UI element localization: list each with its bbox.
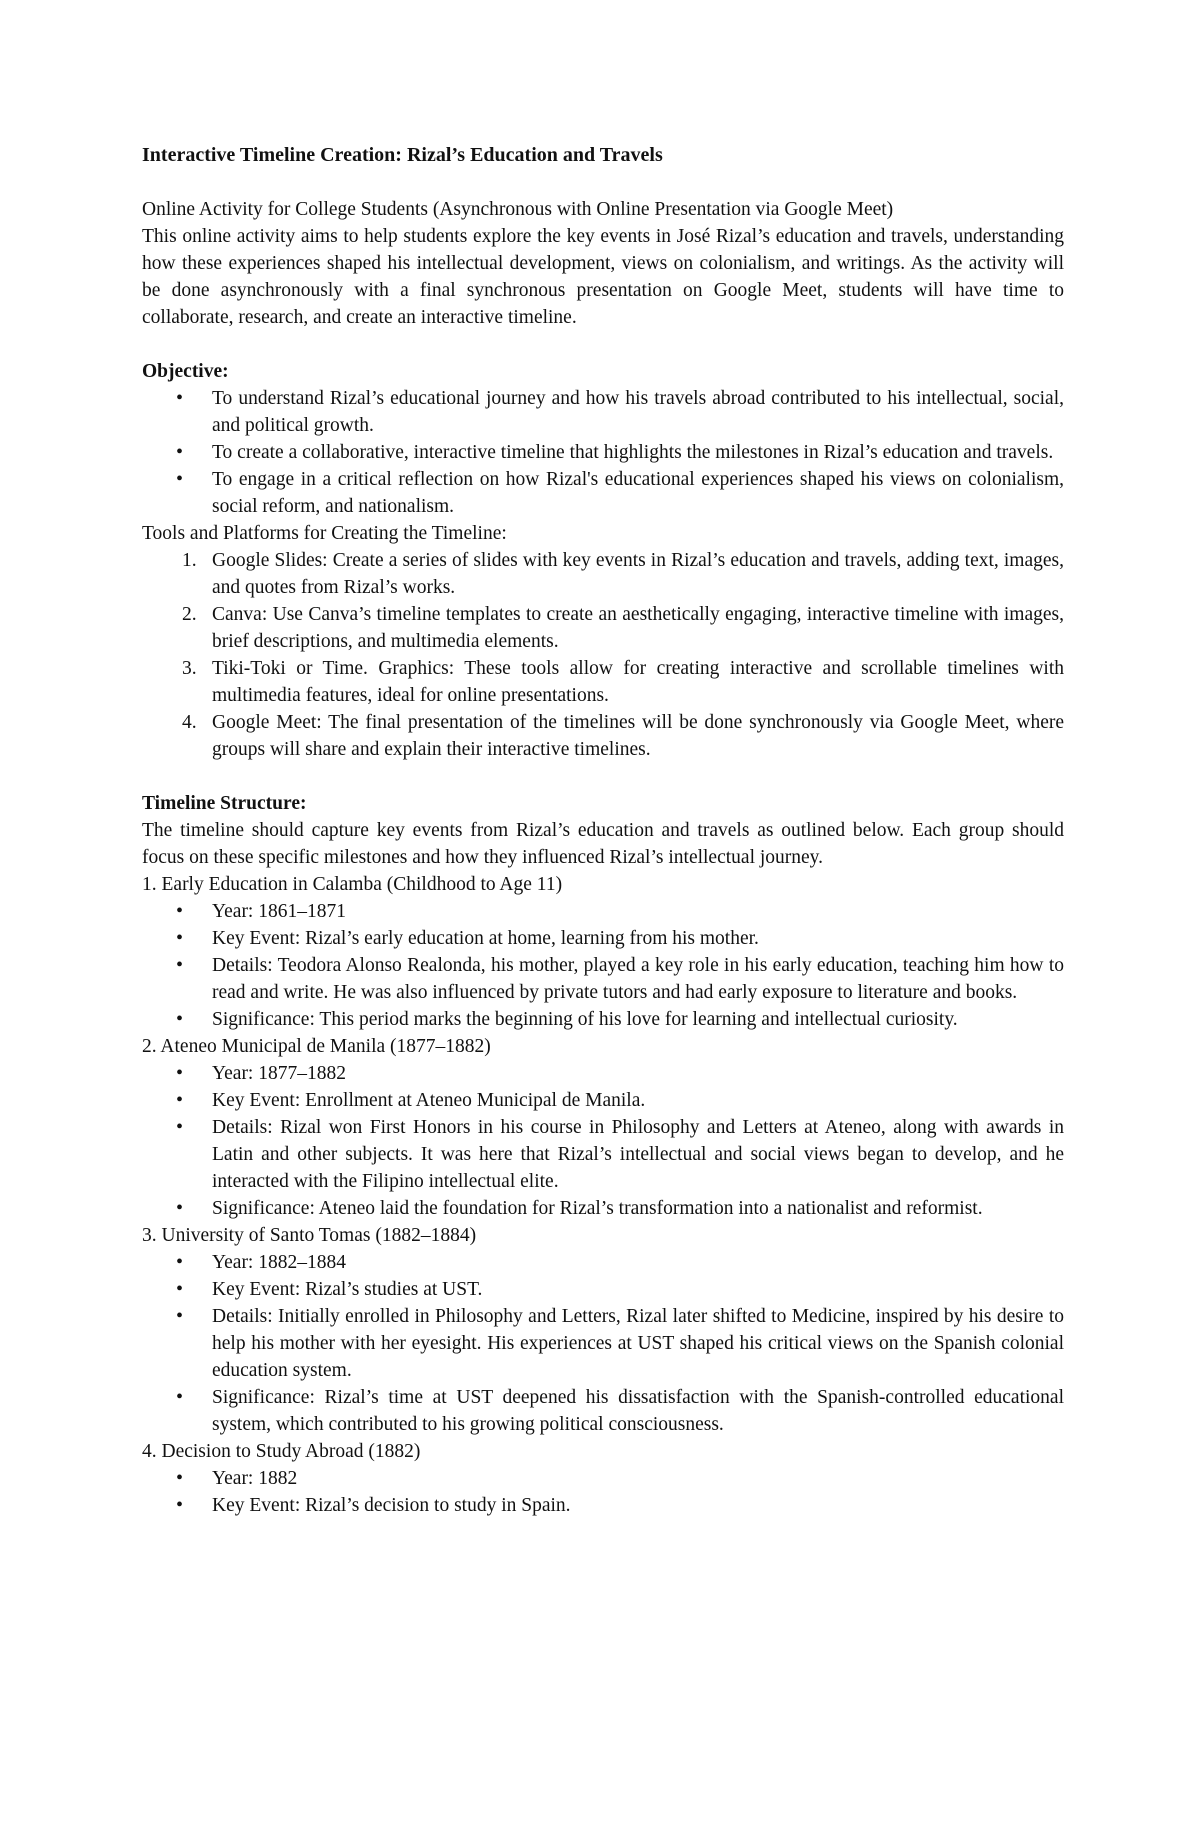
timeline-item: • Details: Initially enrolled in Philosophy and Letters, Rizal later shifted to Medicine, inspired by his desire to help his mother with her eyesight. His experiences at UST shaped his critical views on the Spanish colonial education system.: [212, 1303, 1064, 1384]
tool-item: [182, 601, 1064, 655]
timeline-section-title: 3. University of Santo Tomas (1882–1884): [142, 1225, 477, 1246]
timeline-section-list: [142, 1060, 1064, 1222]
timeline-item: • Details: Teodora Alonso Realonda, his mother, played a key role in his early education, teaching him how to read and write. He was also influenced by private tutors and had early exposure to literature and books.: [212, 952, 1064, 1006]
spacer: [142, 169, 1064, 196]
objective-heading: Objective:: [142, 361, 229, 382]
timeline-item: • Year: 1861–1871: [212, 898, 1064, 925]
timeline-item: • Key Event: Rizal’s studies at UST.: [212, 1276, 1064, 1303]
timeline-intro: The timeline should capture key events from Rizal’s education and travels as outlined below. Each group should focus on these specific milestones and how they influenced Rizal’s intellectual journey.: [142, 820, 1064, 868]
timeline-item: • Significance: Rizal’s time at UST deepened his dissatisfaction with the Spanish-controlled educational system, which contributed to his growing political consciousness.: [212, 1384, 1064, 1438]
timeline-item: • Significance: This period marks the beginning of his love for learning and intellectual curiosity.: [212, 1006, 1064, 1033]
objective-list: [142, 385, 1064, 520]
timeline-item: • Significance: Ateneo laid the foundation for Rizal’s transformation into a nationalist and reformist.: [212, 1195, 1064, 1222]
timeline-item: • Year: 1882: [212, 1465, 1064, 1492]
tool-text: Google Meet: The final presentation of the timelines will be done synchronously via Google Meet, where groups will share and explain their interactive timelines.: [212, 712, 1064, 760]
tool-number: 1.: [182, 550, 197, 571]
timeline-item: • Key Event: Rizal’s early education at home, learning from his mother.: [212, 925, 1064, 952]
tools-list: [142, 547, 1064, 763]
tool-number: 2.: [182, 604, 197, 625]
tool-item: [182, 547, 1064, 601]
tool-number: 4.: [182, 712, 197, 733]
tool-number: 3.: [182, 658, 197, 679]
timeline-section-list: [142, 1249, 1064, 1438]
objective-item: • To understand Rizal’s educational journey and how his travels abroad contributed to his intellectual, social, and political growth.: [212, 385, 1064, 439]
intro-line: Online Activity for College Students (Asynchronous with Online Presentation via Google Meet): [142, 199, 894, 220]
tool-text: Tiki-Toki or Time. Graphics: These tools allow for creating interactive and scrollable timelines with multimedia features, ideal for online presentations.: [212, 658, 1064, 706]
timeline-section-list: [142, 1465, 1064, 1519]
timeline-item: • Details: Rizal won First Honors in his course in Philosophy and Letters at Ateneo, along with awards in Latin and other subjects. It was here that Rizal’s intellectual and social views began to develop, and he interacted with the Filipino intellectual elite.: [212, 1114, 1064, 1195]
spacer: [142, 331, 1064, 358]
timeline-section-title: 4. Decision to Study Abroad (1882): [142, 1441, 421, 1462]
timeline-item: • Key Event: Rizal’s decision to study in Spain.: [212, 1492, 1064, 1519]
spacer: [142, 763, 1064, 790]
timeline-section-list: [142, 898, 1064, 1033]
intro-paragraph: This online activity aims to help students explore the key events in José Rizal’s education and travels, understanding how these experiences shaped his intellectual development, views on colonialism, and writings. As the activity will be done asynchronously with a final synchronous presentation on Google Meet, students will have time to collaborate, research, and create an interactive timeline.: [142, 226, 1064, 328]
timeline-item: • Key Event: Enrollment at Ateneo Municipal de Manila.: [212, 1087, 1064, 1114]
timeline-section-title: 1. Early Education in Calamba (Childhood to Age 11): [142, 874, 563, 895]
tool-item: [182, 655, 1064, 709]
timeline-section-title: 2. Ateneo Municipal de Manila (1877–1882): [142, 1036, 491, 1057]
objective-item: • To create a collaborative, interactive timeline that highlights the milestones in Rizal’s education and travels.: [212, 439, 1064, 466]
timeline-item: • Year: 1882–1884: [212, 1249, 1064, 1276]
tool-text: Canva: Use Canva’s timeline templates to create an aesthetically engaging, interactive timeline with images, brief descriptions, and multimedia elements.: [212, 604, 1064, 652]
tool-text: Google Slides: Create a series of slides with key events in Rizal’s education and travels, adding text, images, and quotes from Rizal’s works.: [212, 550, 1064, 598]
tool-item: [182, 709, 1064, 763]
timeline-item: • Year: 1877–1882: [212, 1060, 1064, 1087]
timeline-heading: Timeline Structure:: [142, 793, 307, 814]
objective-item: • To engage in a critical reflection on how Rizal's educational experiences shaped his views on colonialism, social reform, and nationalism.: [212, 466, 1064, 520]
tools-heading: Tools and Platforms for Creating the Timeline:: [142, 523, 507, 544]
document-title: Interactive Timeline Creation: Rizal’s Education and Travels: [142, 144, 663, 166]
